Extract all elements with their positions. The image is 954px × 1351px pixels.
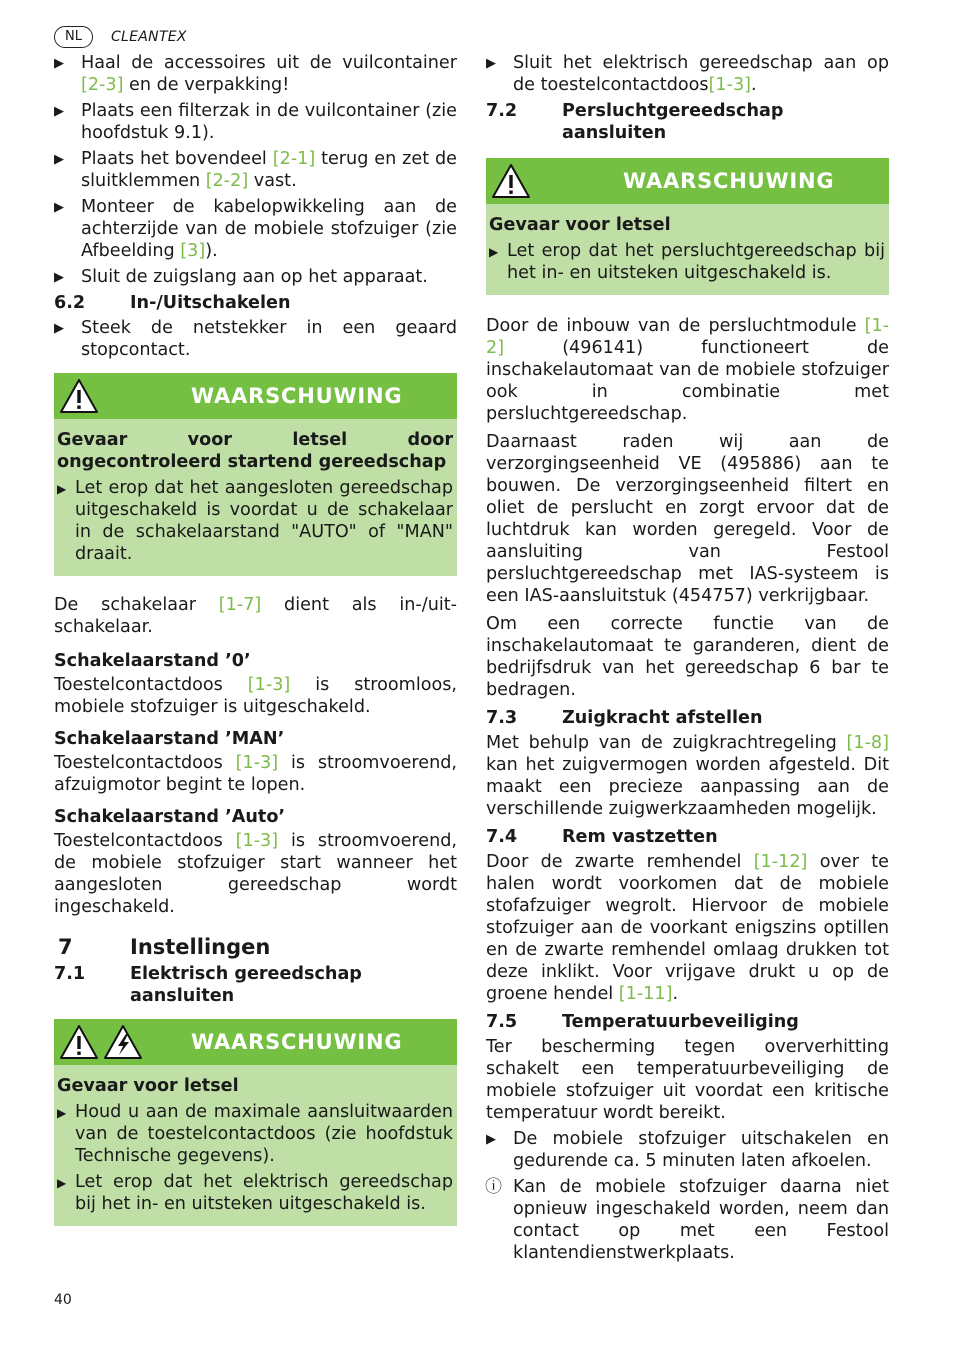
page-number: 40	[54, 1292, 72, 1308]
figure-ref: [1-3]	[235, 753, 279, 773]
right-column	[486, 52, 889, 1268]
figure-ref: [1-2]	[486, 316, 889, 358]
figure-ref: [2-1]	[272, 149, 316, 169]
bullet-item: ▶ Sluit de zuigslang aan op het apparaat.	[54, 267, 428, 287]
figure-ref: [1-8]	[846, 733, 889, 753]
paragraph: Toestelcontactdoos [1-3] is stroomvoerend, de mobiele stofzuiger start wanneer het aangesloten gereedschap wordt ingeschakeld.	[54, 831, 457, 917]
paragraph: Daarnaast raden wij aan de verzorgingseenheid VE (495886) aan te bouwen. De verzorgingseenheid filtert en oliet de perslucht en zorgt ervoor dat de luchtdruk kan worden geregeld. Voor de aansluiting van Festool persluchtgereedschap met IAS-systeem is een IAS-aansluitstuk (454757) verkrijgbaar.	[486, 432, 889, 606]
bullet-item: ▶ Steek de netstekker in een geaard stopcontact.	[54, 318, 457, 360]
section-heading: 7.1 Elektrisch gereedschap aansluiten	[54, 964, 362, 1006]
section-heading: 7.2 Persluchtgereedschap aansluiten	[486, 101, 784, 143]
info-item: ⓘ Kan de mobiele stofzuiger daarna niet opnieuw ingeschakeld worden, neem dan contact op met een Festool klantendienstwerkplaats.	[485, 1177, 889, 1263]
paragraph: Toestelcontactdoos [1-3] is stroomvoerend, afzuigmotor begint te lopen.	[54, 753, 457, 795]
warning-heading: Gevaar voor letsel door ongecontroleerd startend gereedschap	[57, 430, 453, 472]
section-heading: 7.3 Zuigkracht afstellen	[486, 708, 763, 728]
figure-ref: [1-3]	[235, 831, 279, 851]
figure-ref: [1-3]	[247, 675, 291, 695]
warning-body	[486, 204, 889, 295]
info-icon: ⓘ	[485, 1177, 502, 1197]
warning-body	[54, 1065, 457, 1226]
bullet-item: ▶ Sluit het elektrisch gereedschap aan op de toestelcontactdoos[1-3].	[486, 53, 889, 95]
warning-item: ▶ Let erop dat het persluchtgereedschap bij het in- en uitsteken uitgeschakeld is.	[489, 241, 885, 283]
triangle-right-icon: ▶	[486, 56, 496, 71]
left-column	[54, 52, 457, 1238]
paragraph: De schakelaar [1-7] dient als in-/uit-schakelaar.	[54, 595, 457, 637]
triangle-right-icon: ▶	[54, 200, 64, 215]
warning-box	[54, 373, 457, 576]
warning-header	[54, 373, 457, 419]
language-badge: NL	[54, 26, 93, 48]
bullet-item: ▶ Haal de accessoires uit de vuilcontainer [2-3] en de verpakking!	[54, 53, 457, 95]
warning-header	[54, 1019, 457, 1065]
warning-title: WAARSCHUWING	[191, 384, 403, 408]
triangle-right-icon: ▶	[489, 245, 499, 259]
triangle-right-icon: ▶	[57, 482, 67, 496]
warning-item: ▶ Let erop dat het aangesloten gereedschap uitgeschakeld is voordat u de schakelaar in de schakelaarstand "AUTO" of "MAN" draait.	[57, 478, 453, 564]
warning-header	[486, 158, 889, 204]
triangle-right-icon: ▶	[54, 321, 64, 336]
triangle-right-icon: ▶	[54, 104, 64, 119]
electric-hazard-icon	[103, 1024, 143, 1060]
warning-triangle-icon	[59, 378, 99, 414]
triangle-right-icon: ▶	[486, 1132, 496, 1147]
chapter-heading: 7 Instellingen	[58, 935, 271, 959]
subheading: Schakelaarstand ’MAN’	[54, 729, 285, 749]
paragraph: Met behulp van de zuigkrachtregeling [1-8] kan het zuigvermogen worden afgesteld. Dit maakt een precieze aanpassing aan de verschillende zuigwerkzaamheden mogelijk.	[486, 733, 889, 819]
figure-ref: [2-2]	[205, 171, 249, 191]
subheading: Schakelaarstand ’Auto’	[54, 807, 286, 827]
bullet-item: ▶ De mobiele stofzuiger uitschakelen en gedurende ca. 5 minuten laten afkoelen.	[486, 1129, 889, 1171]
paragraph: Ter bescherming tegen oververhitting schakelt een temperatuurbeveiliging de mobiele stofzuiger uit voordat een kritische temperatuur wordt bereikt.	[486, 1037, 889, 1123]
warning-item: ▶ Let erop dat het elektrisch gereedschap bij het in- en uitsteken uitgeschakeld is.	[57, 1172, 453, 1214]
warning-item: ▶ Houd u aan de maximale aansluitwaarden van de toestelcontactdoos (zie hoofdstuk Technische gegevens).	[57, 1102, 453, 1166]
triangle-right-icon: ▶	[54, 270, 64, 285]
triangle-right-icon: ▶	[57, 1176, 67, 1190]
paragraph: Door de zwarte remhendel [1-12] over te halen wordt voorkomen dat de mobiele stofafzuiger wegrolt. Hiervoor de mobiele stofzuiger aan de voorkant enigszins optillen en de zwarte remhendel omlaag drukken tot deze inklikt. Voor vrijgave drukt u op de groene hendel [1-11].	[486, 852, 889, 1004]
warning-title: WAARSCHUWING	[623, 169, 835, 193]
warning-box	[486, 158, 889, 295]
warning-box	[54, 1019, 457, 1226]
figure-ref: [2-3]	[81, 75, 124, 95]
warning-triangle-icon	[59, 1024, 99, 1060]
paragraph: Om een correcte functie van de inschakelautomaat te garanderen, dient de bedrijfsdruk van het gereedschap 6 bar te bedragen.	[486, 614, 889, 700]
figure-ref: [3]	[180, 241, 206, 261]
triangle-right-icon: ▶	[54, 56, 64, 71]
warning-body	[54, 419, 457, 576]
warning-heading: Gevaar voor letsel	[489, 215, 671, 235]
section-heading: 6.2 In-/Uitschakelen	[54, 293, 291, 313]
figure-ref: [1-11]	[618, 984, 673, 1004]
page-header	[54, 24, 187, 50]
brand-name: CLEANTEX	[110, 29, 187, 45]
bullet-item: ▶ Plaats het bovendeel [2-1] terug en zet de sluitklemmen [2-2] vast.	[54, 149, 457, 191]
section-heading: 7.5 Temperatuurbeveiliging	[486, 1012, 799, 1032]
figure-ref: [1-3]	[708, 75, 752, 95]
warning-triangle-icon	[491, 163, 531, 199]
paragraph: Door de inbouw van de persluchtmodule [1-2] (496141) functioneert de inschakelautomaat van de mobiele stofzuiger ook in combinatie met persluchtgereedschap.	[486, 316, 889, 424]
section-heading: 7.4 Rem vastzetten	[486, 827, 718, 847]
figure-ref: [1-12]	[753, 852, 808, 872]
subheading: Schakelaarstand ’0’	[54, 651, 251, 671]
warning-heading: Gevaar voor letsel	[57, 1076, 239, 1096]
warning-title: WAARSCHUWING	[191, 1030, 403, 1054]
bullet-item: ▶ Monteer de kabelopwikkeling aan de achterzijde van de mobiele stofzuiger (zie Afbeelding [3]).	[54, 197, 457, 261]
paragraph: Toestelcontactdoos [1-3] is stroomloos, mobiele stofzuiger is uitgeschakeld.	[54, 675, 457, 717]
triangle-right-icon: ▶	[54, 152, 64, 167]
triangle-right-icon: ▶	[57, 1106, 67, 1120]
bullet-item: ▶ Plaats een filterzak in de vuilcontainer (zie hoofdstuk 9.1).	[54, 101, 457, 143]
figure-ref: [1-7]	[218, 595, 262, 615]
